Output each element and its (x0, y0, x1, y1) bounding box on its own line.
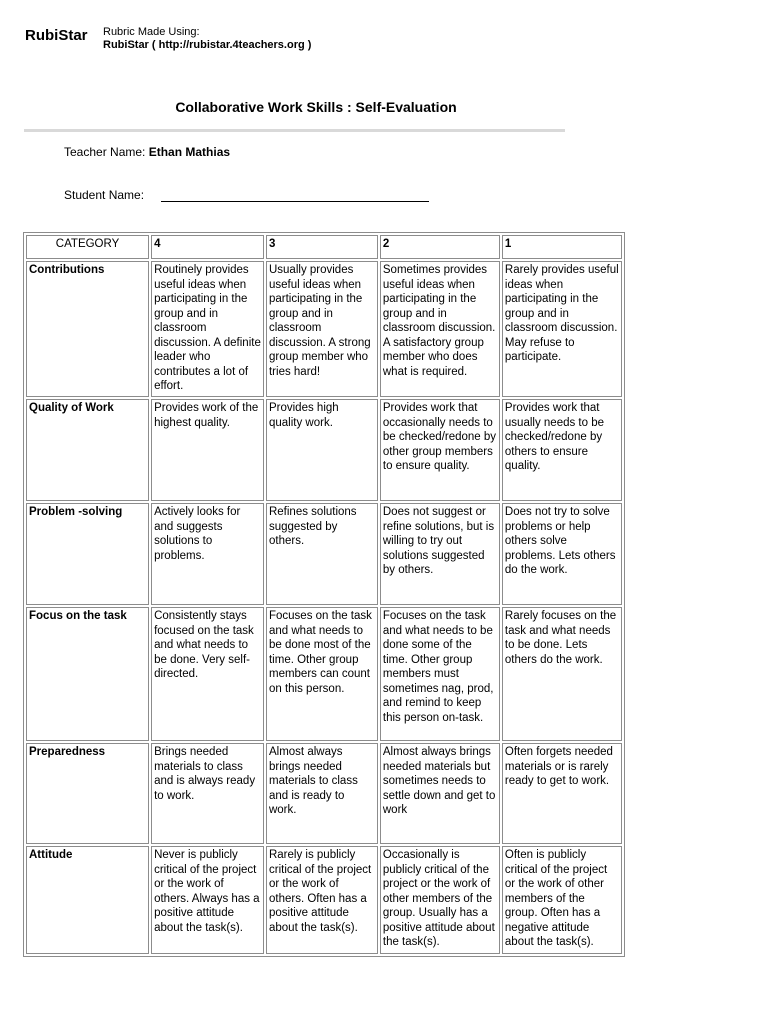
level-header-3: 3 (266, 235, 378, 259)
rubric-cell: Actively looks for and suggests solutions to problems. (151, 503, 264, 605)
rubric-cell: Provides high quality work. (266, 399, 378, 501)
rubric-cell: Refines solutions suggested by others. (266, 503, 378, 605)
rubric-row-quality-of-work (26, 399, 622, 501)
rubric-cell: Rarely provides useful ideas when participating in the group and in classroom discussion. May refuse to participate. (502, 261, 622, 397)
teacher-name-line (64, 145, 230, 159)
row-category: Focus on the task (26, 607, 149, 741)
level-header-1: 1 (502, 235, 622, 259)
rubric-cell: Usually provides useful ideas when participating in the group and in classroom discussion. A strong group member who tries hard! (266, 261, 378, 397)
rubric-table (23, 232, 625, 957)
rubric-cell: Almost always brings needed materials to class and is ready to work. (266, 743, 378, 844)
teacher-name-label: Teacher Name: (64, 145, 146, 159)
rubric-header-row (26, 235, 622, 259)
category-header: CATEGORY (26, 235, 149, 259)
rubric-cell: Almost always brings needed materials but sometimes needs to settle down and get to work (380, 743, 500, 844)
row-category: Problem -solving (26, 503, 149, 605)
rubric-row-contributions (26, 261, 622, 397)
rubric-cell: Consistently stays focused on the task and what needs to be done. Very self-directed. (151, 607, 264, 741)
rubric-cell: Often forgets needed materials or is rarely ready to get to work. (502, 743, 622, 844)
teacher-name-value: Ethan Mathias (148, 145, 231, 159)
rubric-cell: Rarely is publicly critical of the project or the work of others. Often has a positive attitude about the task(s). (266, 846, 378, 954)
rubric-cell: Focuses on the task and what needs to be done most of the time. Other group members can count on this person. (266, 607, 378, 741)
rubistar-brand: RubiStar (25, 27, 88, 44)
rubric-row-problem-solving (26, 503, 622, 605)
rubric-row-preparedness (26, 743, 622, 844)
row-category: Quality of Work (26, 399, 149, 501)
made-using-label: Rubric Made Using: (103, 26, 200, 38)
student-name-field[interactable] (161, 201, 429, 202)
rubric-cell: Often is publicly critical of the project or the work of other members of the group. Often has a negative attitude about the task(s). (502, 846, 622, 954)
level-header-4: 4 (151, 235, 264, 259)
row-category: Contributions (26, 261, 149, 397)
rubric-cell: Rarely focuses on the task and what needs to be done. Lets others do the work. (502, 607, 622, 741)
row-category: Preparedness (26, 743, 149, 844)
rubric-cell: Never is publicly critical of the project or the work of others. Always has a positive attitude about the task(s). (151, 846, 264, 954)
rubric-cell: Provides work that usually needs to be checked/redone by others to ensure quality. (502, 399, 622, 501)
rubric-cell: Focuses on the task and what needs to be done some of the time. Other group members must sometimes nag, prod, and remind to keep this person on-task. (380, 607, 500, 741)
rubric-cell: Sometimes provides useful ideas when participating in the group and in classroom discussion. A satisfactory group member who does what is required. (380, 261, 500, 397)
rubric-cell: Does not suggest or refine solutions, but is willing to try out solutions suggested by others. (380, 503, 500, 605)
rubric-cell: Provides work of the highest quality. (151, 399, 264, 501)
rubric-cell: Brings needed materials to class and is always ready to work. (151, 743, 264, 844)
rubric-cell: Provides work that occasionally needs to be checked/redone by other group members to ensure quality. (380, 399, 500, 501)
rubric-row-focus-on-task (26, 607, 622, 741)
title-divider (24, 129, 565, 132)
rubric-cell: Occasionally is publicly critical of the project or the work of other members of the group. Usually has a positive attitude about the task(s). (380, 846, 500, 954)
rubric-cell: Routinely provides useful ideas when participating in the group and in classroom discussion. A definite leader who contributes a lot of effort. (151, 261, 264, 397)
student-name-label: Student Name: (64, 188, 145, 202)
row-category: Attitude (26, 846, 149, 954)
page-title: Collaborative Work Skills : Self-Evaluation (175, 99, 457, 115)
rubric-cell: Does not try to solve problems or help others solve problems. Lets others do the work. (502, 503, 622, 605)
rubistar-url[interactable]: RubiStar ( http://rubistar.4teachers.org ) (103, 39, 312, 51)
level-header-2: 2 (380, 235, 500, 259)
made-using-note (103, 26, 311, 52)
rubric-row-attitude (26, 846, 622, 954)
